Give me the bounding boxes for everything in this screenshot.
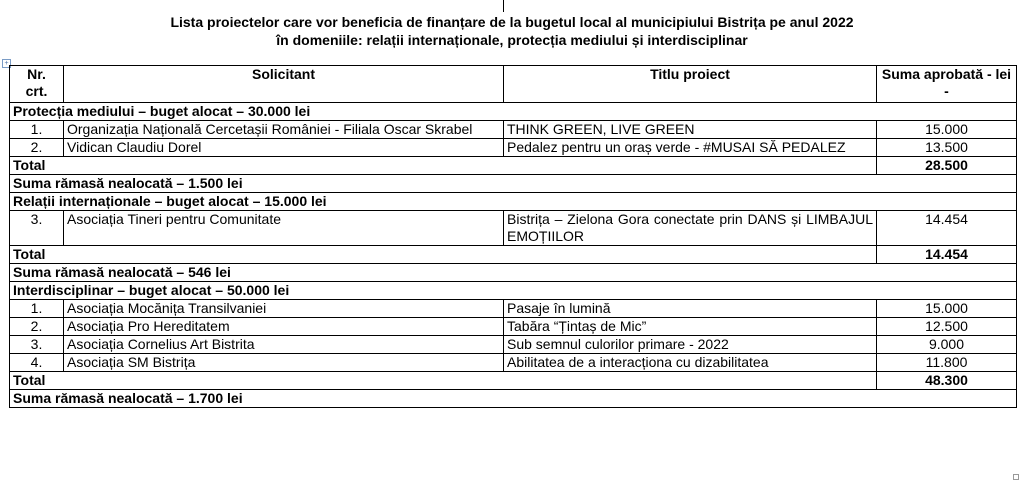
remaining-amount: Suma rămasă nealocată – 1.700 lei (10, 390, 1017, 408)
section-heading: Relații internaționale – buget alocat – 15.000 lei (10, 193, 1017, 211)
cell-solicitant: Vidican Claudiu Dorel (64, 139, 504, 157)
cell-nr: 2. (10, 139, 64, 157)
table-row (10, 300, 1017, 318)
section-heading-row (10, 103, 1017, 121)
total-value: 28.500 (877, 157, 1017, 175)
table-row (10, 139, 1017, 157)
total-value: 48.300 (877, 372, 1017, 390)
remaining-row (10, 390, 1017, 408)
cell-solicitant: Asociația Mocănița Transilvaniei (64, 300, 504, 318)
cell-titlu: Bistrița – Zielona Gora conectate prin DANS și LIMBAJUL EMOȚIILOR (504, 211, 877, 246)
cell-suma: 15.000 (877, 121, 1017, 139)
cell-titlu: Abilitatea de a interacționa cu dizabilitatea (504, 354, 877, 372)
projects-table (9, 65, 1017, 408)
table-row (10, 211, 1017, 246)
cell-titlu: Tabăra “Țintaș de Mic” (504, 318, 877, 336)
total-row (10, 246, 1017, 264)
cell-nr: 1. (10, 121, 64, 139)
table-header-row (10, 66, 1017, 103)
cell-suma: 15.000 (877, 300, 1017, 318)
title-line-2: în domeniile: relații internaționale, protecția mediului și interdisciplinar (276, 32, 748, 48)
cell-solicitant: Asociația Cornelius Art Bistrita (64, 336, 504, 354)
total-label: Total (10, 157, 877, 175)
cell-suma: 11.800 (877, 354, 1017, 372)
total-value: 14.454 (877, 246, 1017, 264)
table-resize-handle-icon[interactable] (1013, 474, 1019, 480)
cell-suma: 12.500 (877, 318, 1017, 336)
section-heading-row (10, 193, 1017, 211)
header-titlu: Titlu proiect (504, 66, 877, 103)
cell-nr: 3. (10, 211, 64, 246)
remaining-amount: Suma rămasă nealocată – 1.500 lei (10, 175, 1017, 193)
cell-solicitant: Organizația Națională Cercetașii României - Filiala Oscar Skrabel (64, 121, 504, 139)
cell-solicitant: Asociația SM Bistrița (64, 354, 504, 372)
cell-nr: 3. (10, 336, 64, 354)
cell-suma: 13.500 (877, 139, 1017, 157)
table-row (10, 318, 1017, 336)
cell-titlu: Sub semnul culorilor primare - 2022 (504, 336, 877, 354)
table-move-handle-icon[interactable]: + (2, 59, 11, 68)
cell-titlu: Pasaje în lumină (504, 300, 877, 318)
cell-titlu: Pedalez pentru un oraș verde - #MUSAI SĂ PEDALEZ (504, 139, 877, 157)
text-cursor (503, 0, 504, 12)
table-row (10, 336, 1017, 354)
remaining-row (10, 264, 1017, 282)
table-row (10, 354, 1017, 372)
total-row (10, 372, 1017, 390)
cell-nr: 4. (10, 354, 64, 372)
document-title (0, 13, 1024, 49)
header-solicitant: Solicitant (64, 66, 504, 103)
cell-solicitant: Asociația Pro Hereditatem (64, 318, 504, 336)
cell-nr: 1. (10, 300, 64, 318)
cell-titlu: THINK GREEN, LIVE GREEN (504, 121, 877, 139)
section-heading-row (10, 282, 1017, 300)
table-row (10, 121, 1017, 139)
section-heading: Protecția mediului – buget alocat – 30.000 lei (10, 103, 1017, 121)
remaining-amount: Suma rămasă nealocată – 546 lei (10, 264, 1017, 282)
cell-suma: 9.000 (877, 336, 1017, 354)
total-label: Total (10, 372, 877, 390)
total-row (10, 157, 1017, 175)
cell-solicitant: Asociația Tineri pentru Comunitate (64, 211, 504, 246)
cell-nr: 2. (10, 318, 64, 336)
header-nr: Nr. crt. (10, 66, 64, 103)
header-suma: Suma aprobată - lei - (877, 66, 1017, 103)
total-label: Total (10, 246, 877, 264)
cell-suma: 14.454 (877, 211, 1017, 246)
title-line-1: Lista proiectelor care vor beneficia de finanțare de la bugetul local al municipiului Bistrița pe anul 2022 (170, 14, 854, 30)
remaining-row (10, 175, 1017, 193)
section-heading: Interdisciplinar – buget alocat – 50.000 lei (10, 282, 1017, 300)
